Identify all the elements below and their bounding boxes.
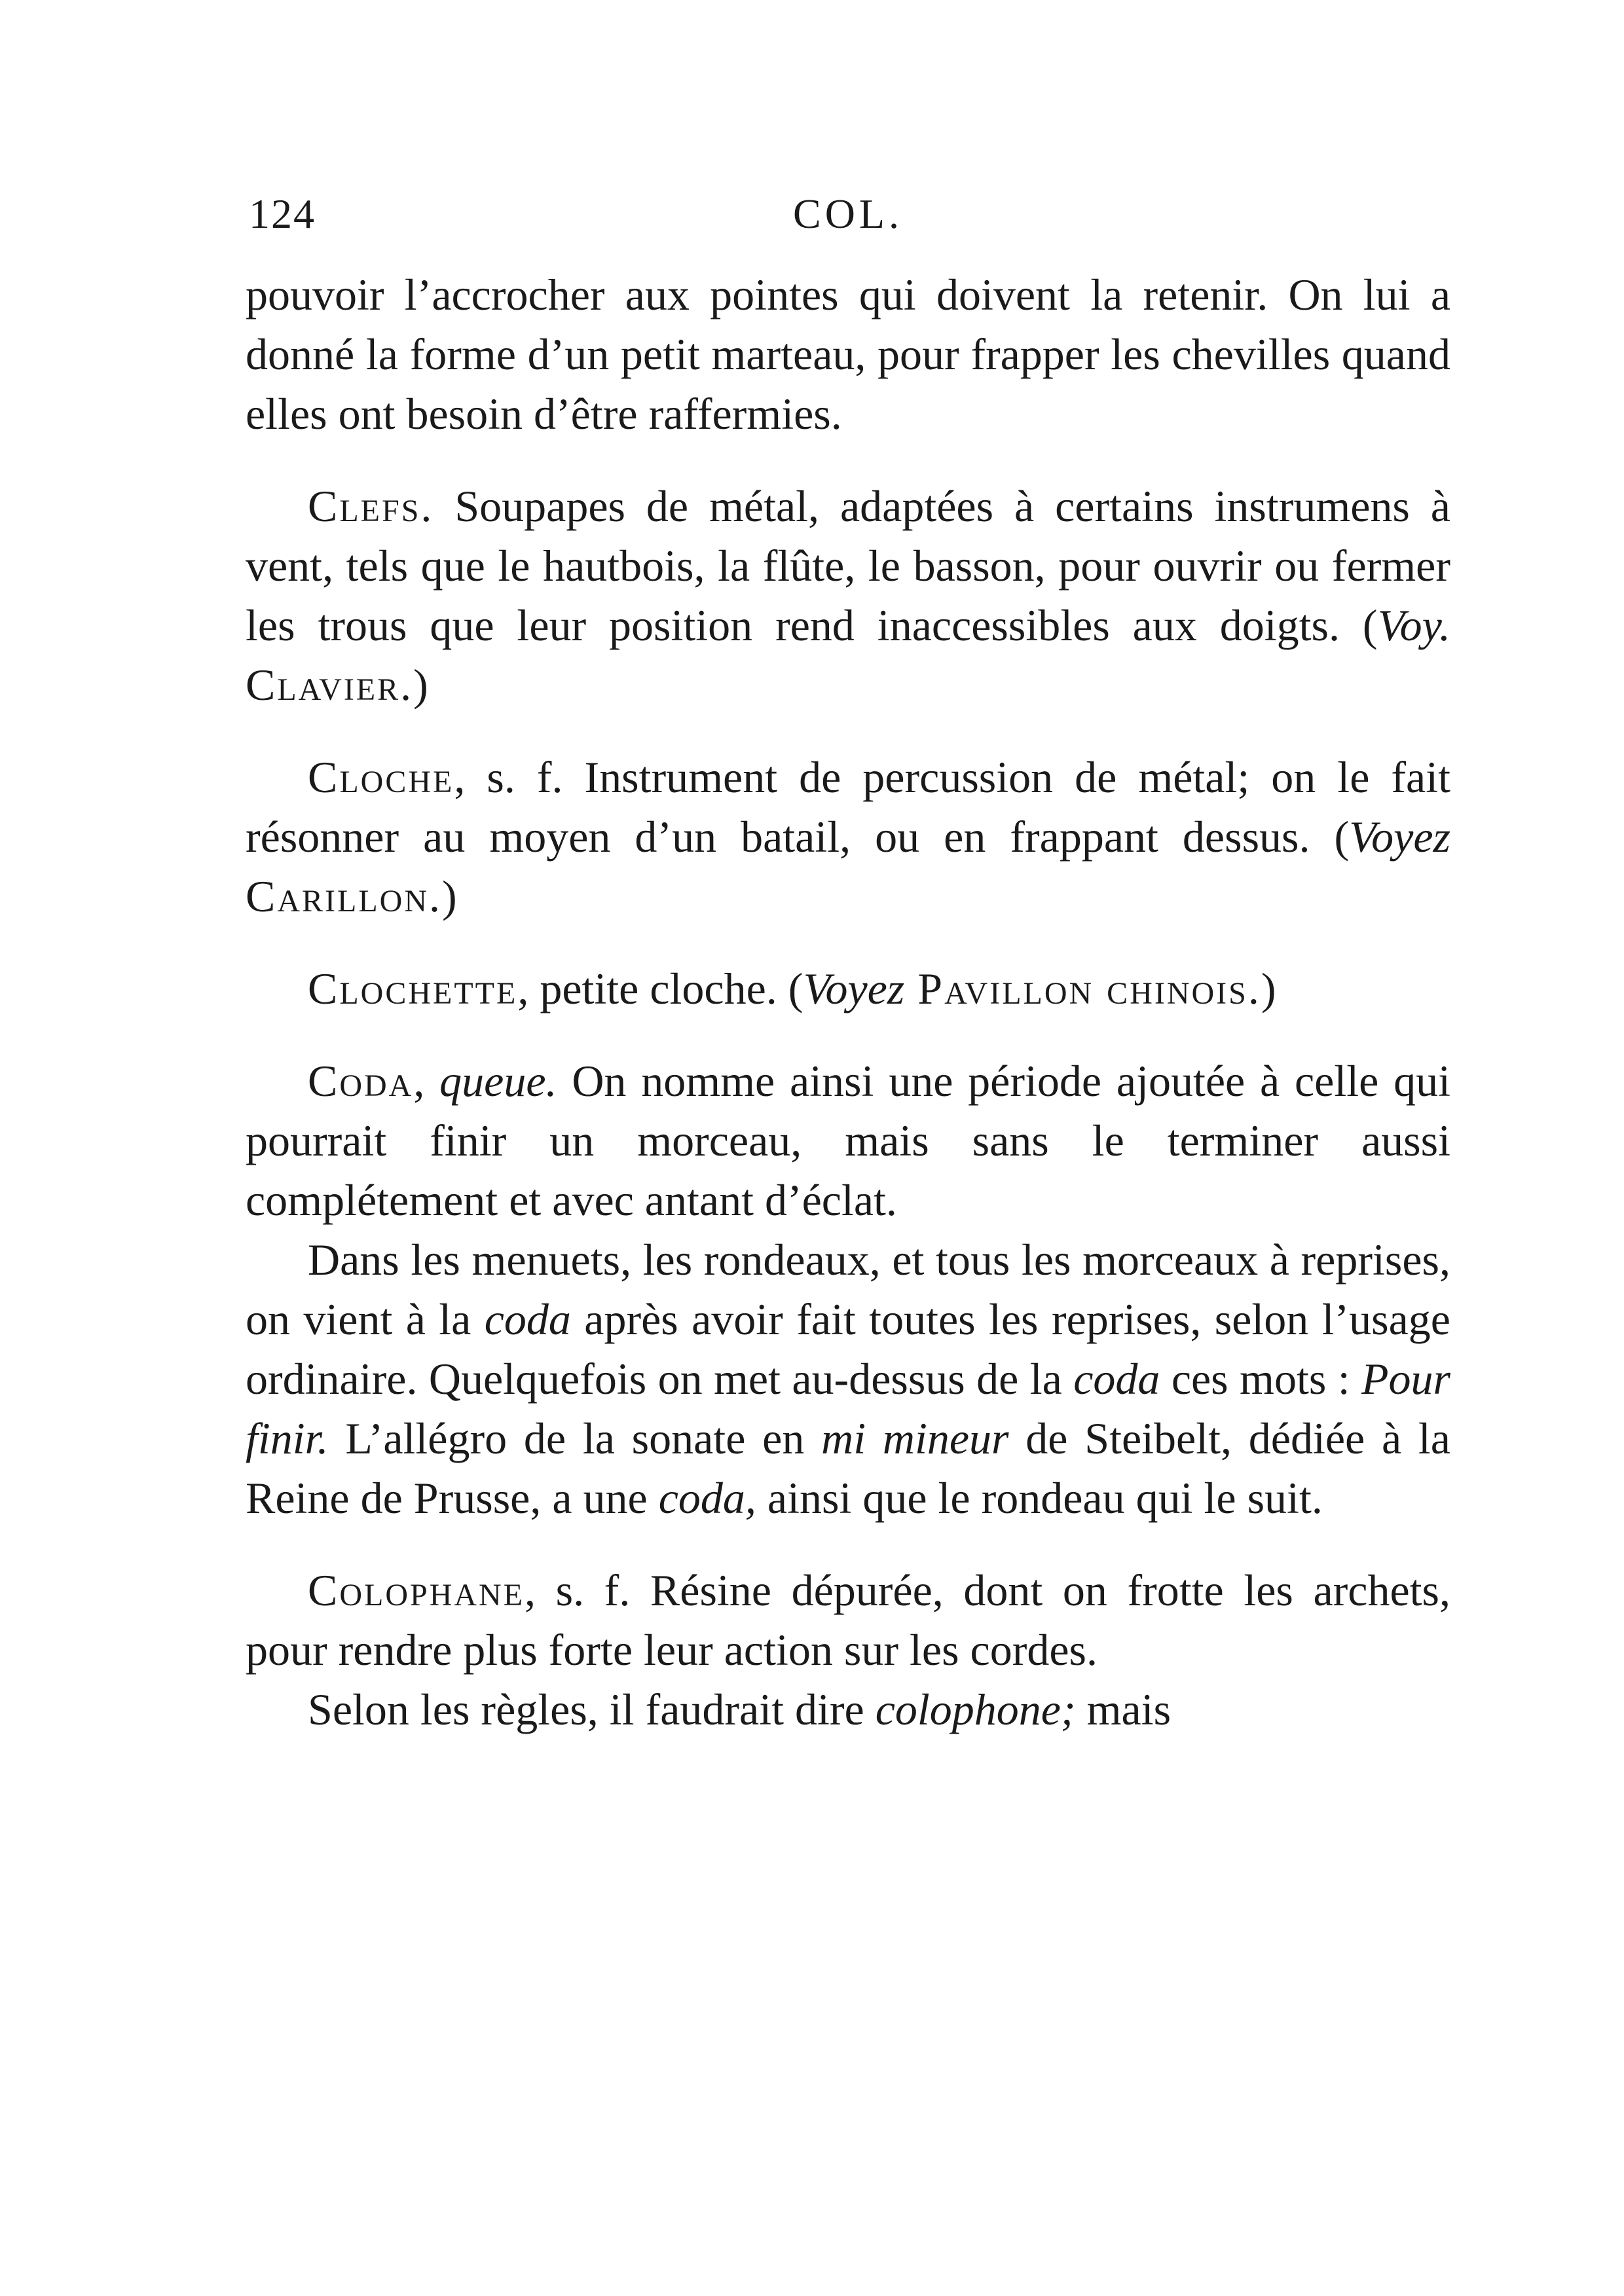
entry-term: Clefs. xyxy=(308,481,434,531)
page-header xyxy=(249,190,1447,249)
entry-cloche xyxy=(246,748,1450,926)
entry-clochette xyxy=(246,959,1450,1019)
xref-target: Carillon. xyxy=(246,871,442,921)
entry-text: , petite cloche. ( xyxy=(517,964,803,1013)
italic-run: mi mineur xyxy=(821,1413,1009,1463)
paragraph-continuation xyxy=(246,265,1450,444)
text-run: mais xyxy=(1075,1685,1172,1734)
text-run: Selon les règles, il faudrait dire xyxy=(308,1685,876,1734)
text-run: L’allégro de la sonate en xyxy=(328,1413,822,1463)
entry-term: Clochette xyxy=(308,964,518,1013)
italic-run: coda, xyxy=(658,1473,756,1523)
text-run: après avoir fait toutes les reprises, selon l’usage ordinaire. Quelquefois on met au-dessus de la xyxy=(246,1294,1450,1404)
entry-text: , s. f. Instrument de percussion de métal; on le fait résonner au moyen d’un batail, ou en frappant dessus. ( xyxy=(246,752,1450,862)
xref-target: Pavillon chinois. xyxy=(904,964,1261,1013)
xref-word: Voyez xyxy=(803,964,905,1013)
entry-colophane xyxy=(246,1561,1450,1680)
xref-close: ) xyxy=(442,871,457,921)
xref-word: Voy. xyxy=(1377,600,1450,650)
text-run: Dans les menuets, les rondeaux, et tous les morceaux à reprises, on vient à la xyxy=(246,1235,1450,1344)
page-body xyxy=(246,265,1450,1740)
xref-close: ) xyxy=(1261,964,1276,1013)
paragraph-text: pouvoir l’accrocher aux pointes qui doivent la retenir. On lui a donné la forme d’un petit marteau, pour frapper les chevilles quand elles ont besoin d’être raffermies. xyxy=(246,270,1450,439)
running-head: COL. xyxy=(793,191,903,237)
italic-run: colophone; xyxy=(875,1685,1076,1734)
italic-run: Pour finir. xyxy=(246,1354,1450,1463)
italic-run: coda xyxy=(484,1294,571,1344)
xref-word: Voyez xyxy=(1349,812,1450,862)
text-run: de Steibelt, dédiée à la Reine de Prusse, a une xyxy=(246,1413,1450,1523)
entry-term: Cloche xyxy=(308,752,454,802)
entry-text: , s. f. Résine dépurée, dont on frotte les archets, pour rendre plus forte leur action sur les cordes. xyxy=(246,1565,1450,1675)
xref-target: Clavier. xyxy=(246,660,414,710)
page-number: 124 xyxy=(249,191,316,237)
entry-coda-continued xyxy=(246,1230,1450,1528)
entry-gloss: queue. xyxy=(439,1056,557,1106)
italic-run: coda xyxy=(1073,1354,1160,1404)
text-run: ainsi que le rondeau qui le suit. xyxy=(756,1473,1323,1523)
entry-colophane-continued xyxy=(246,1680,1450,1740)
entry-term: Coda xyxy=(308,1056,414,1106)
entry-coda xyxy=(246,1051,1450,1230)
entry-text: On nomme ainsi une période ajoutée à celle qui pourrait finir un morceau, mais sans le terminer aussi complétement et avec antant d’éclat. xyxy=(246,1056,1450,1225)
entry-clefs xyxy=(246,477,1450,715)
entry-term: Colophane xyxy=(308,1565,525,1615)
entry-text: Soupapes de métal, adaptées à certains instrumens à vent, tels que le hautbois, la flûte, le basson, pour ouvrir ou fermer les trous que leur position rend inaccessibles aux doigts. ( xyxy=(246,481,1450,650)
entry-separator: , xyxy=(413,1056,440,1106)
xref-close: ) xyxy=(413,660,428,710)
text-run: ces mots : xyxy=(1160,1354,1361,1404)
